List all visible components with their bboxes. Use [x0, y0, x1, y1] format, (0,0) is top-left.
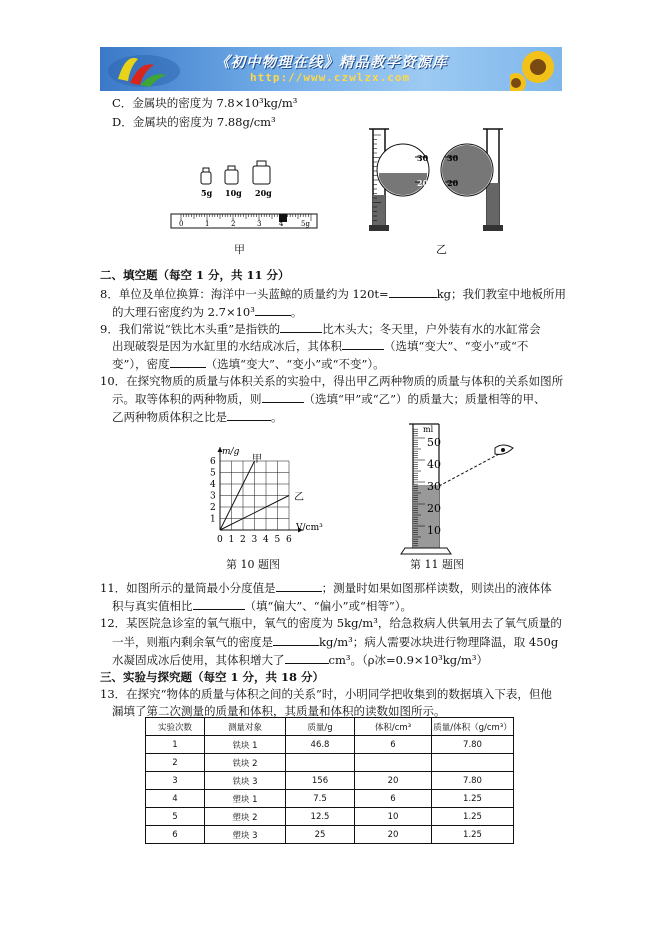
series-label-yi: 乙 [294, 492, 304, 503]
q10-line-2: 示。取等体积的两种物质，则 （选填“甲”或“乙”）的质量大；质量相等的甲、 [112, 392, 546, 406]
q11-line-2: 积与真实值相比 （填“偏大”、“偏小”或“相等”）。 [112, 599, 413, 613]
eye-icon [495, 445, 513, 454]
mag2-mark-20: 20 [447, 178, 459, 188]
q9-blank-1[interactable] [280, 321, 322, 333]
q11-blank-2[interactable] [193, 598, 245, 610]
q9-blank-2[interactable] [342, 338, 384, 350]
banner-title: 《初中物理在线》精品教学资源库 [215, 54, 448, 71]
col-header-volume: 体积/cm³ [355, 718, 432, 736]
q10-line-1: 10．在探究物质的质量与体积关系的实验中，得出甲乙两种物质的质量与体积的关系如图所 [100, 374, 564, 388]
y-tick-label: 5 [210, 468, 216, 479]
option-c: C．金属块的密度为 7.8×10³kg/m³ [112, 96, 298, 110]
figure-yi-cylinders [355, 125, 530, 235]
weight-label-10g: 10g [225, 188, 242, 198]
col-header-mass: 质量/g [286, 718, 355, 736]
col-header-ratio: 质量/体积（g/cm³） [432, 718, 514, 736]
x-tick-label: 0 [217, 535, 223, 545]
x-tick-label: 1 [228, 535, 235, 545]
table-row: 6 塑块 3 25 20 1.25 [146, 826, 514, 844]
q12-blank-1[interactable] [273, 634, 319, 646]
q12-line-1: 12．某医院急诊室的氧气瓶中，氧气的密度为 5kg/m³，给急救病人供氧用去了氧气质量的 [100, 616, 562, 630]
chart-grid [220, 461, 289, 530]
q8-blank-2[interactable] [255, 304, 291, 316]
cylinder-mark-40: 40 [427, 458, 441, 471]
magnifier-2 [441, 144, 493, 196]
table-row: 2 铁块 2 [146, 754, 514, 772]
cylinder-mark-30: 30 [427, 480, 441, 493]
figure-10-caption: 第 10 题图 [226, 558, 280, 571]
col-header-object: 测量对象 [205, 718, 286, 736]
weight-20g [253, 161, 270, 184]
cylinder-base [401, 548, 451, 554]
ruler-tick-4: 4 [279, 220, 284, 228]
y-tick-label: 2 [210, 503, 216, 513]
q8-line-1: 8．单位及单位换算：海洋中一头蓝鲸的质量约为 120t= kg；我们教室中地板所用 [100, 287, 567, 301]
q11-line-1: 11．如图所示的量筒最小分度值是 ；测量时如果如图那样读数，则读出的液体体 [100, 581, 552, 595]
y-tick-label: 1 [210, 514, 216, 525]
banner-url: http://www.czwlzx.com [250, 71, 411, 84]
table-row: 5 塑块 2 12.5 10 1.25 [146, 808, 514, 826]
series-label-jia: 甲 [252, 454, 262, 465]
data-table [145, 717, 514, 844]
weight-label-20g: 20g [255, 188, 272, 198]
figure-yi-label: 乙 [436, 243, 447, 256]
y-tick-label: 4 [210, 480, 216, 490]
q13-line-2: 漏填了第二次测量的质量和体积，其质量和体积的读数如图所示。 [112, 704, 446, 718]
section-3-heading: 三、实验与探究题（每空 1 分，共 18 分） [100, 670, 325, 684]
ruler-tick-0: 0 [179, 220, 184, 228]
q13-line-1: 13．在探究“物体的质量与体积之间的关系”时，小明同学把收集到的数据填入下表，但他 [100, 687, 552, 701]
mag1-mark-30: 30 [417, 153, 429, 163]
chart-xlabel: V/cm³ [296, 523, 323, 533]
cylinder-mark-20: 20 [427, 502, 441, 515]
col-header-trial: 实验次数 [146, 718, 205, 736]
sight-line [439, 454, 499, 486]
mag1-mark-20: 20 [417, 178, 429, 188]
ruler-tick-1: 1 [205, 220, 210, 228]
q8-line-2: 的大理石密度约为 2.7×10³ 。 [112, 305, 303, 319]
chart-ylabel: m/g [222, 447, 240, 457]
figure-jia-label: 甲 [234, 243, 245, 256]
x-tick-label: 5 [274, 535, 281, 545]
liquid [413, 485, 439, 548]
cylinder-mark-10: 10 [427, 524, 441, 537]
table-row: 1 铁块 1 46.8 6 7.80 [146, 736, 514, 754]
table-header-row [146, 718, 514, 736]
figure-jia-balance [165, 158, 325, 233]
chart-ticks [210, 457, 292, 545]
y-tick-label: 3 [210, 491, 216, 502]
magnifier-1 [377, 144, 429, 196]
cylinder-unit: ml [423, 425, 434, 434]
table-row: 4 塑块 1 7.5 6 1.25 [146, 790, 514, 808]
ruler-tick-2: 2 [231, 220, 236, 228]
ruler-tick-5g: 5g [301, 220, 310, 228]
q9-line-3: 变”），密度 （选填“变大”、“变小”或“不变”）。 [112, 357, 385, 371]
section-2-heading: 二、填空题（每空 1 分，共 11 分） [100, 268, 290, 282]
sunflower-icon [510, 47, 562, 91]
x-tick-label: 4 [263, 535, 269, 545]
x-tick-label: 6 [286, 535, 292, 545]
logo-icon [104, 49, 194, 89]
q11-blank-1[interactable] [276, 580, 322, 592]
q12-line-3: 水凝固成冰后使用，其体积增大了 cm³。（ρ冰=0.9×10³kg/m³） [112, 653, 488, 667]
x-tick-label: 2 [240, 535, 246, 545]
q9-line-2: 出现破裂是因为水缸里的水结成冰后，其体积 （选填“变大”、“变小”或“不 [112, 339, 529, 353]
weight-5g [201, 168, 211, 184]
q8-blank-1[interactable] [389, 286, 437, 298]
header-banner [100, 47, 562, 91]
cylinder-mark-50: 50 [427, 436, 441, 449]
ruler-tick-3: 3 [257, 220, 262, 228]
q12-line-2: 一半，则瓶内剩余氧气的密度是 kg/m³；病人需要冰块进行物理降温，取 450g [112, 635, 559, 649]
q12-blank-2[interactable] [285, 652, 329, 664]
q9-line-1: 9．我们常说“铁比木头重”是指铁的 比木头大；冬天里，户外装有水的水缸常会 [100, 322, 541, 336]
weight-label-5g: 5g [201, 188, 213, 198]
q10-blank-2[interactable] [227, 409, 271, 421]
figure-10-chart [200, 440, 350, 552]
q10-blank-1[interactable] [262, 391, 304, 403]
figure-11-cylinder [395, 420, 525, 560]
option-d: D．金属块的密度为 7.88g/cm³ [112, 115, 276, 129]
q9-blank-3[interactable] [170, 356, 206, 368]
x-tick-label: 3 [251, 535, 258, 545]
table-row: 3 铁块 3 156 20 7.80 [146, 772, 514, 790]
figure-11-caption: 第 11 题图 [410, 558, 464, 571]
y-tick-label: 6 [210, 457, 216, 467]
mag2-mark-30: 30 [447, 153, 459, 163]
q10-line-3: 乙两种物质体积之比是 。 [112, 410, 283, 424]
weight-10g [225, 166, 238, 184]
